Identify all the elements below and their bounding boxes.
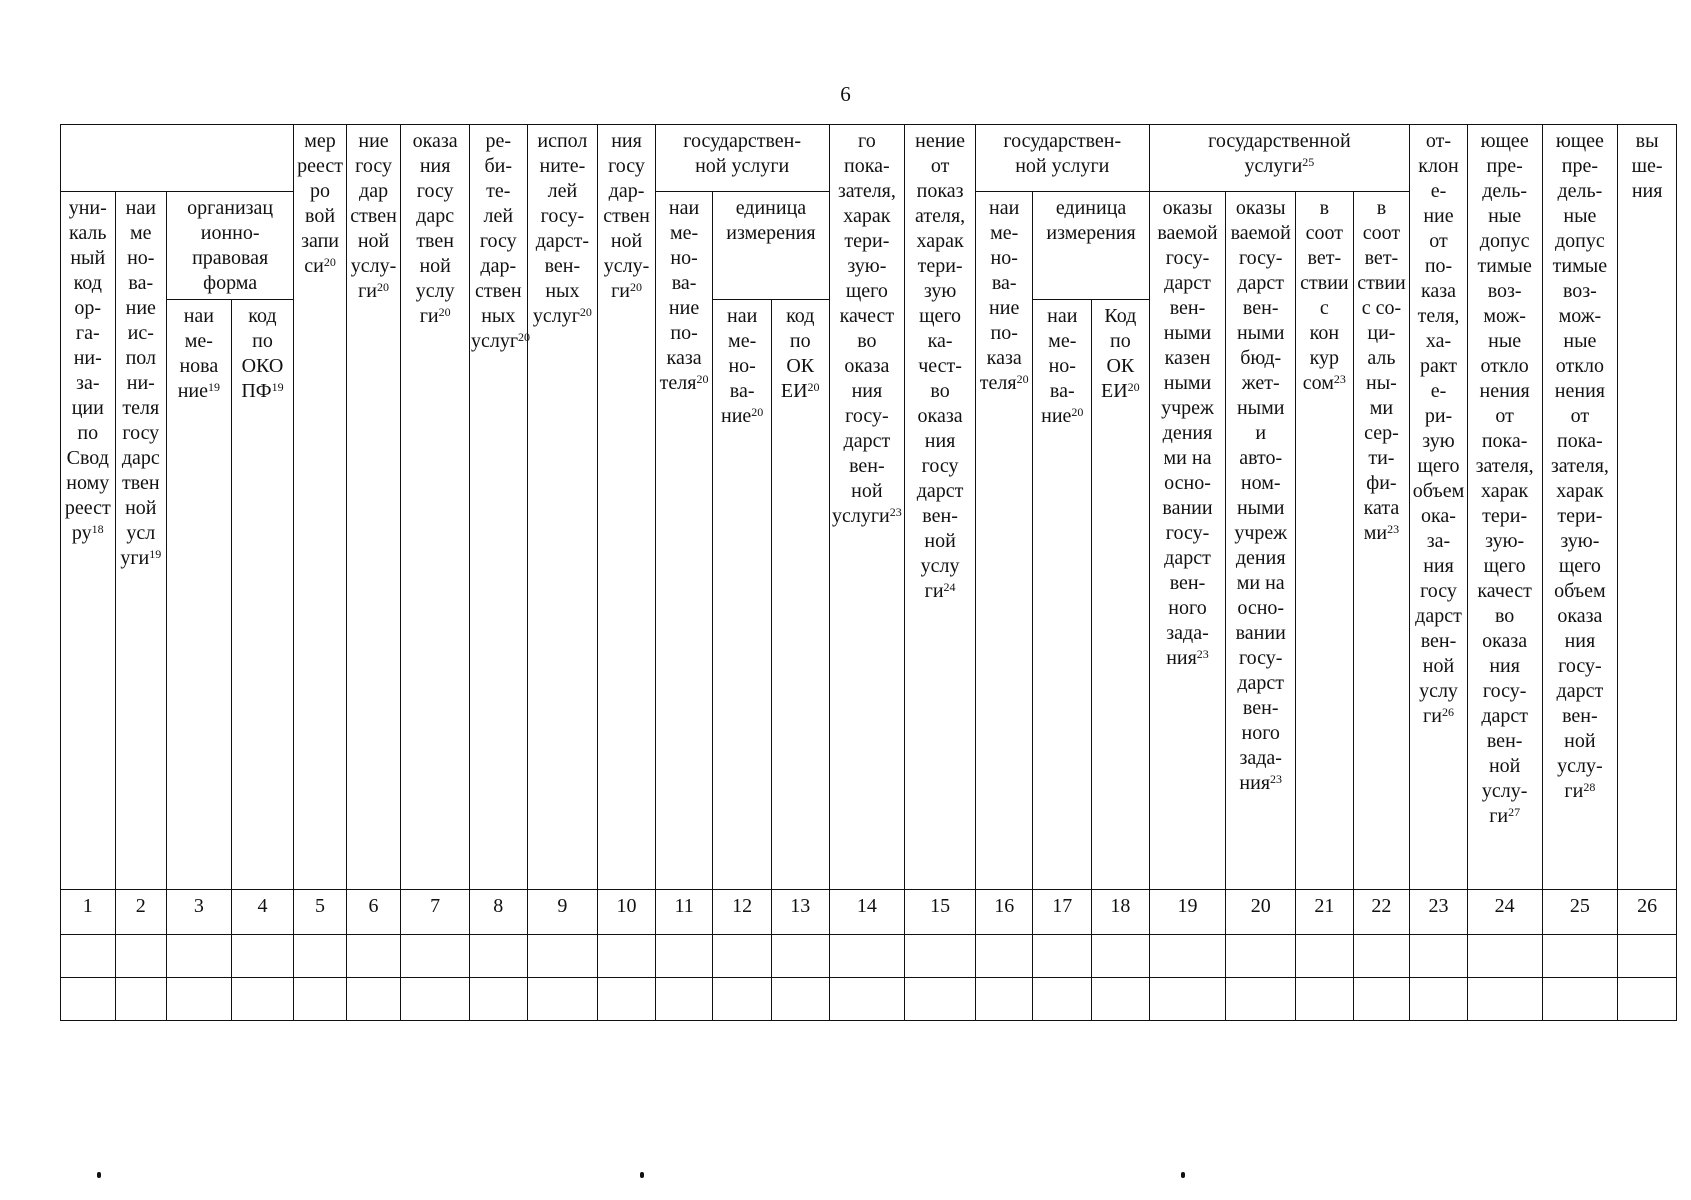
- column-number: 13: [771, 890, 829, 935]
- table-cell: [469, 978, 527, 1021]
- header-label: нение от показ ателя, харак тери- зую щего ка- чест- во оказа ния госу дарст вен- ной услу ги: [915, 130, 966, 602]
- header-volume-unit: [1033, 192, 1149, 300]
- column-number: 1: [61, 890, 116, 935]
- header-label: от- клон е- ние от по- каза теля, ха- ракт е- ри- зую щего объем ока- за- ния госу дарст вен- ной услу ги: [1412, 130, 1465, 727]
- column-number: 17: [1033, 890, 1092, 935]
- footnote-marker: 20: [807, 380, 820, 394]
- column-number: 19: [1149, 890, 1226, 935]
- column-number: 21: [1296, 890, 1354, 935]
- footnote-marker: 23: [1333, 372, 1346, 386]
- header-label: организац ионно- правовая форма: [187, 197, 274, 294]
- table-cell: [1092, 935, 1150, 978]
- footnote-marker: 20: [323, 255, 336, 269]
- header-col-16: [975, 192, 1033, 890]
- header-quality-unit: [713, 192, 829, 300]
- header-label: ния госу дар- ствен ной услу- ги: [603, 130, 650, 302]
- footnote-marker: 20: [579, 305, 592, 319]
- footnote-marker: 25: [1302, 155, 1315, 169]
- table-cell: [655, 935, 713, 978]
- column-number: 5: [294, 890, 347, 935]
- header-label: ющее пре- дель- ные допус тимые воз- мож- ные откло нения от пока- зателя, харак тери- зую- щего качест во оказа ния госу- дарст вен- ной услу- ги: [1475, 130, 1534, 827]
- header-col-24: [1467, 125, 1542, 890]
- footnote-marker: 20: [629, 280, 642, 294]
- footnote-marker: 20: [518, 330, 531, 344]
- column-number: 3: [167, 890, 232, 935]
- header-label: го пока- зателя, харак тери- зую- щего качест во оказа ния госу- дарст вен- ной услуги: [831, 130, 896, 527]
- footnote-marker: 26: [1441, 705, 1454, 719]
- column-number: 16: [975, 890, 1033, 935]
- table-cell: [975, 978, 1033, 1021]
- table-cell: [1618, 935, 1677, 978]
- table-cell: [167, 978, 232, 1021]
- header-col-5: [294, 125, 347, 890]
- scan-mark: [1181, 1172, 1185, 1178]
- table-cell: [1092, 978, 1150, 1021]
- header-label: ре- би- те- лей госу дар- ствен ных услуг: [470, 130, 522, 352]
- table-cell: [1296, 935, 1354, 978]
- table-row: [61, 935, 1677, 978]
- header-label: наи ме- но- ва- ние: [1041, 305, 1078, 427]
- footnote-marker: 20: [438, 305, 451, 319]
- header-label: оказы ваемой госу- дарст вен- ными бюд- жет- ными и авто- ном- ными учреж дения ми на осно- вании госу- дарст вен- ного зада- ния: [1230, 197, 1291, 794]
- table-cell: [1033, 978, 1092, 1021]
- column-number: 26: [1618, 890, 1677, 935]
- footnote-marker: 23: [1270, 772, 1283, 786]
- header-label: государствен- ной услуги: [1003, 130, 1122, 177]
- table-cell: [115, 935, 167, 978]
- column-number: 6: [346, 890, 401, 935]
- header-col-20: [1226, 192, 1296, 890]
- table-cell: [1033, 935, 1092, 978]
- footnote-marker: 28: [1583, 780, 1596, 794]
- table-cell: [771, 935, 829, 978]
- header-col-13: [771, 300, 829, 890]
- header-label: наи ме- но- ва- ние по- каза теля: [979, 197, 1022, 394]
- footnote-marker: 19: [149, 547, 162, 561]
- column-number: 10: [598, 890, 656, 935]
- table-cell: [401, 978, 470, 1021]
- table-cell: [1226, 978, 1296, 1021]
- table-cell: [1296, 978, 1354, 1021]
- header-col-9: [527, 125, 598, 890]
- footnote-marker: 19: [271, 380, 284, 394]
- header-col-17: [1033, 300, 1092, 890]
- table-cell: [527, 978, 598, 1021]
- table-cell: [61, 978, 116, 1021]
- header-label: наи ме- но- ва- ние по- каза теля: [659, 197, 702, 394]
- header-label: оказа ния госу дарс твен ной услу ги: [412, 130, 458, 327]
- header-label: уни- каль ный код ор- га- ни- за- ции по Свод ному реест ру: [64, 197, 111, 544]
- header-label: единица измерения: [726, 197, 816, 244]
- table-cell: [905, 978, 976, 1021]
- footnote-marker: 20: [377, 280, 389, 294]
- column-number: 14: [829, 890, 905, 935]
- column-number: 25: [1542, 890, 1618, 935]
- header-label: мер реест ро вой запи си: [297, 130, 343, 277]
- header-col-19: [1149, 192, 1226, 890]
- header-label: единица измерения: [1046, 197, 1136, 244]
- table-cell: [231, 978, 294, 1021]
- table-cell: [346, 978, 401, 1021]
- state-assignment-table: [60, 124, 1677, 1021]
- header-col-3: [167, 300, 232, 890]
- footnote-marker: 19: [207, 380, 220, 394]
- table-cell: [598, 935, 656, 978]
- header-org-form-group: [167, 192, 294, 300]
- header-volume-group: [975, 125, 1149, 192]
- column-number: 8: [469, 890, 527, 935]
- footnote-marker: 20: [696, 372, 709, 386]
- column-number: 9: [527, 890, 598, 935]
- scan-mark: [97, 1172, 101, 1178]
- column-number: 11: [655, 890, 713, 935]
- table-cell: [1353, 935, 1410, 978]
- header-col-1: [61, 192, 116, 890]
- table-cell: [655, 978, 713, 1021]
- header-col-14: [829, 125, 905, 890]
- header-blank-top-left: [61, 125, 294, 192]
- header-col-8: [469, 125, 531, 890]
- table-cell: [401, 935, 470, 978]
- table-cell: [771, 978, 829, 1021]
- header-col-6: [346, 125, 401, 890]
- header-col-10: [598, 125, 656, 890]
- table-cell: [294, 978, 347, 1021]
- header-label: испол ните- лей госу- дарст- вен- ных услуг: [532, 130, 590, 327]
- table-cell: [1149, 978, 1226, 1021]
- header-col-12: [713, 300, 772, 890]
- table-cell: [1467, 978, 1542, 1021]
- header-label: государственной услуги: [1208, 130, 1351, 177]
- table-cell: [829, 978, 905, 1021]
- header-col-18: [1092, 300, 1150, 890]
- table-cell: [975, 935, 1033, 978]
- column-number: 18: [1092, 890, 1150, 935]
- footnote-marker: 23: [1387, 522, 1400, 536]
- header-services-group: [1149, 125, 1410, 192]
- table-cell: [231, 935, 294, 978]
- page-number: 6: [840, 82, 851, 106]
- footnote-marker: 18: [91, 522, 104, 536]
- table-cell: [346, 935, 401, 978]
- table-row: [61, 978, 1677, 1021]
- header-label: оказы ваемой госу- дарст вен- ными казен ными учреж дения ми на осно- вании госу- дарст вен- ного зада- ния: [1157, 197, 1218, 669]
- column-number: 12: [713, 890, 772, 935]
- footnote-marker: 20: [1016, 372, 1029, 386]
- header-label: Код по ОК ЕИ: [1101, 305, 1137, 402]
- column-number: 24: [1467, 890, 1542, 935]
- header-label: ющее пре- дель- ные допус тимые воз- мож- ные откло нения от пока- зателя, харак тери- зую- щего объем оказа ния госу- дарст вен- ной услу- ги: [1550, 130, 1609, 802]
- header-label: в соот вет- ствии с со- ци- аль ны- ми сер- ти- фи- ката ми: [1357, 197, 1406, 544]
- table-cell: [905, 935, 976, 978]
- header-col-22: [1353, 192, 1410, 890]
- table-cell: [527, 935, 598, 978]
- footnote-marker: 20: [751, 405, 764, 419]
- table-cell: [713, 935, 772, 978]
- table-cell: [713, 978, 772, 1021]
- table-cell: [1467, 935, 1542, 978]
- column-number: 15: [905, 890, 976, 935]
- header-col-23: [1410, 125, 1468, 890]
- column-number: 4: [231, 890, 294, 935]
- footnote-marker: 23: [889, 505, 902, 519]
- header-quality-group: [655, 125, 829, 192]
- header-label: в соот вет- ствии с кон кур сом: [1300, 197, 1349, 394]
- table-cell: [1542, 935, 1618, 978]
- header-label: наи ме но- ва- ние ис- пол ни- теля госу дарс твен ной усл уги: [120, 197, 160, 569]
- footnote-marker: 24: [943, 580, 956, 594]
- column-number: 2: [115, 890, 167, 935]
- header-label: наи ме- но- ва- ние: [721, 305, 758, 427]
- column-number: 7: [401, 890, 470, 935]
- header-col-25: [1542, 125, 1618, 890]
- table-cell: [1410, 935, 1468, 978]
- header-label: государствен- ной услуги: [683, 130, 802, 177]
- table-cell: [469, 935, 527, 978]
- table-cell: [294, 935, 347, 978]
- header-col-4: [231, 300, 294, 890]
- header-label: ние госу дар ствен ной услу- ги: [350, 130, 397, 302]
- header-col-15: [905, 125, 976, 890]
- table-cell: [1353, 978, 1410, 1021]
- header-label: код по ОК ЕИ: [780, 305, 815, 402]
- table-cell: [115, 978, 167, 1021]
- header-col-26: [1618, 125, 1677, 890]
- scan-mark: [640, 1172, 644, 1178]
- column-number-row: [61, 890, 1677, 935]
- header-label: вы ше- ния: [1631, 130, 1663, 202]
- table-cell: [167, 935, 232, 978]
- column-number: 22: [1353, 890, 1410, 935]
- header-col-2: [115, 192, 167, 890]
- table-cell: [61, 935, 116, 978]
- column-number: 20: [1226, 890, 1296, 935]
- header-col-21: [1296, 192, 1354, 890]
- table-cell: [598, 978, 656, 1021]
- footnote-marker: 27: [1508, 805, 1521, 819]
- footnote-marker: 20: [1127, 380, 1140, 394]
- table-cell: [1542, 978, 1618, 1021]
- footnote-marker: 20: [1071, 405, 1084, 419]
- footnote-marker: 23: [1196, 647, 1209, 661]
- header-col-7: [401, 125, 470, 890]
- header-col-11: [655, 192, 713, 890]
- table-cell: [1618, 978, 1677, 1021]
- table-cell: [1410, 978, 1468, 1021]
- table-cell: [829, 935, 905, 978]
- column-number: 23: [1410, 890, 1468, 935]
- header-label: код по ОКО ПФ: [241, 305, 284, 402]
- header-label: наи ме- нова ние: [177, 305, 219, 402]
- table-cell: [1149, 935, 1226, 978]
- table-cell: [1226, 935, 1296, 978]
